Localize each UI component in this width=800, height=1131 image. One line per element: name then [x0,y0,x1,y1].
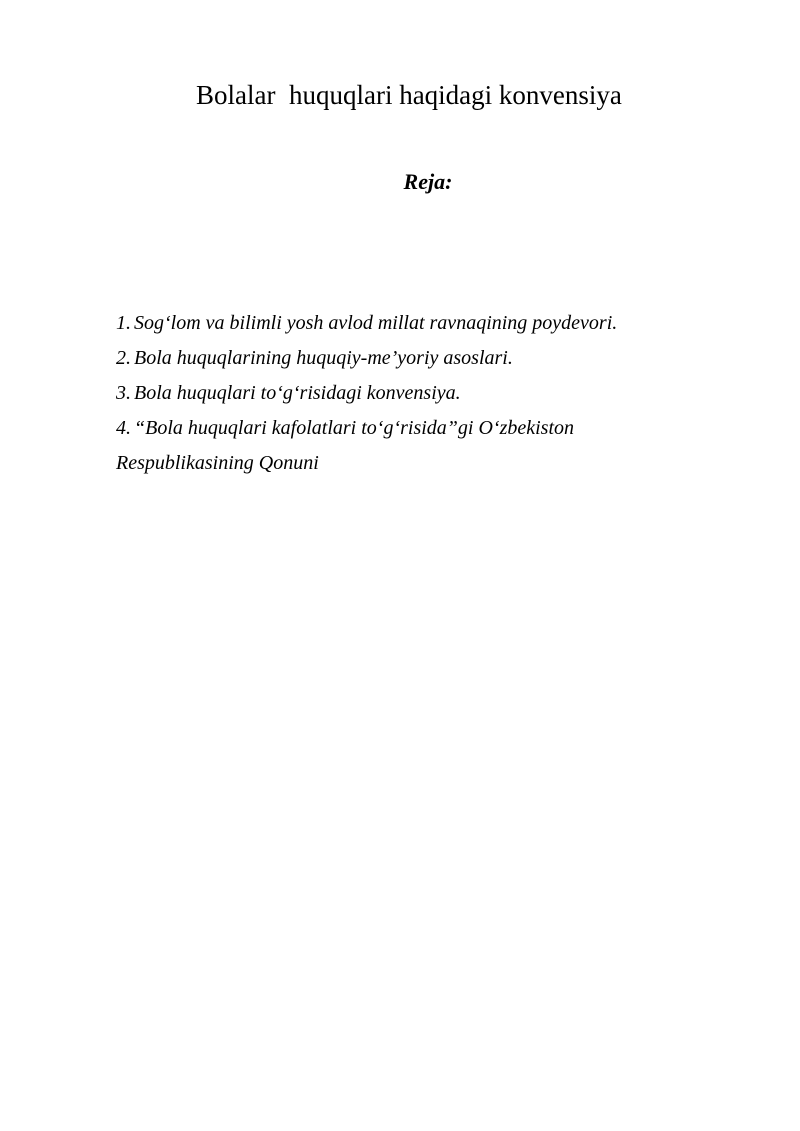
plan-item-4-continuation [116,446,736,481]
plan-item-number: 3. [116,382,131,404]
plan-item-text: Bola huquqlari to‘g‘risidagi konvensiya. [134,382,461,404]
plan-item-text: “Bola huquqlari kafolatlari to‘g‘risida”gi O‘zbekiston [134,417,575,439]
plan-item-number: 4. [116,417,131,439]
plan-item-1 [116,306,736,341]
document-title: Bolalar huquqlari haqidagi konvensiya [196,80,622,110]
plan-item-number: 1. [116,312,131,334]
plan-item-2 [116,341,736,376]
plan-item-text: Sog‘lom va bilimli yosh avlod millat ravnaqining poydevori. [134,312,618,334]
plan-item-continuation-text: Respublikasining Qonuni [116,452,319,474]
plan-item-text: Bola huquqlarining huquqiy-me’yoriy asoslari. [134,347,513,369]
plan-item-4 [116,411,736,446]
plan-heading: Reja: [403,169,453,194]
plan-item-3 [116,376,736,411]
plan-item-number: 2. [116,347,131,369]
plan-list [116,306,736,481]
